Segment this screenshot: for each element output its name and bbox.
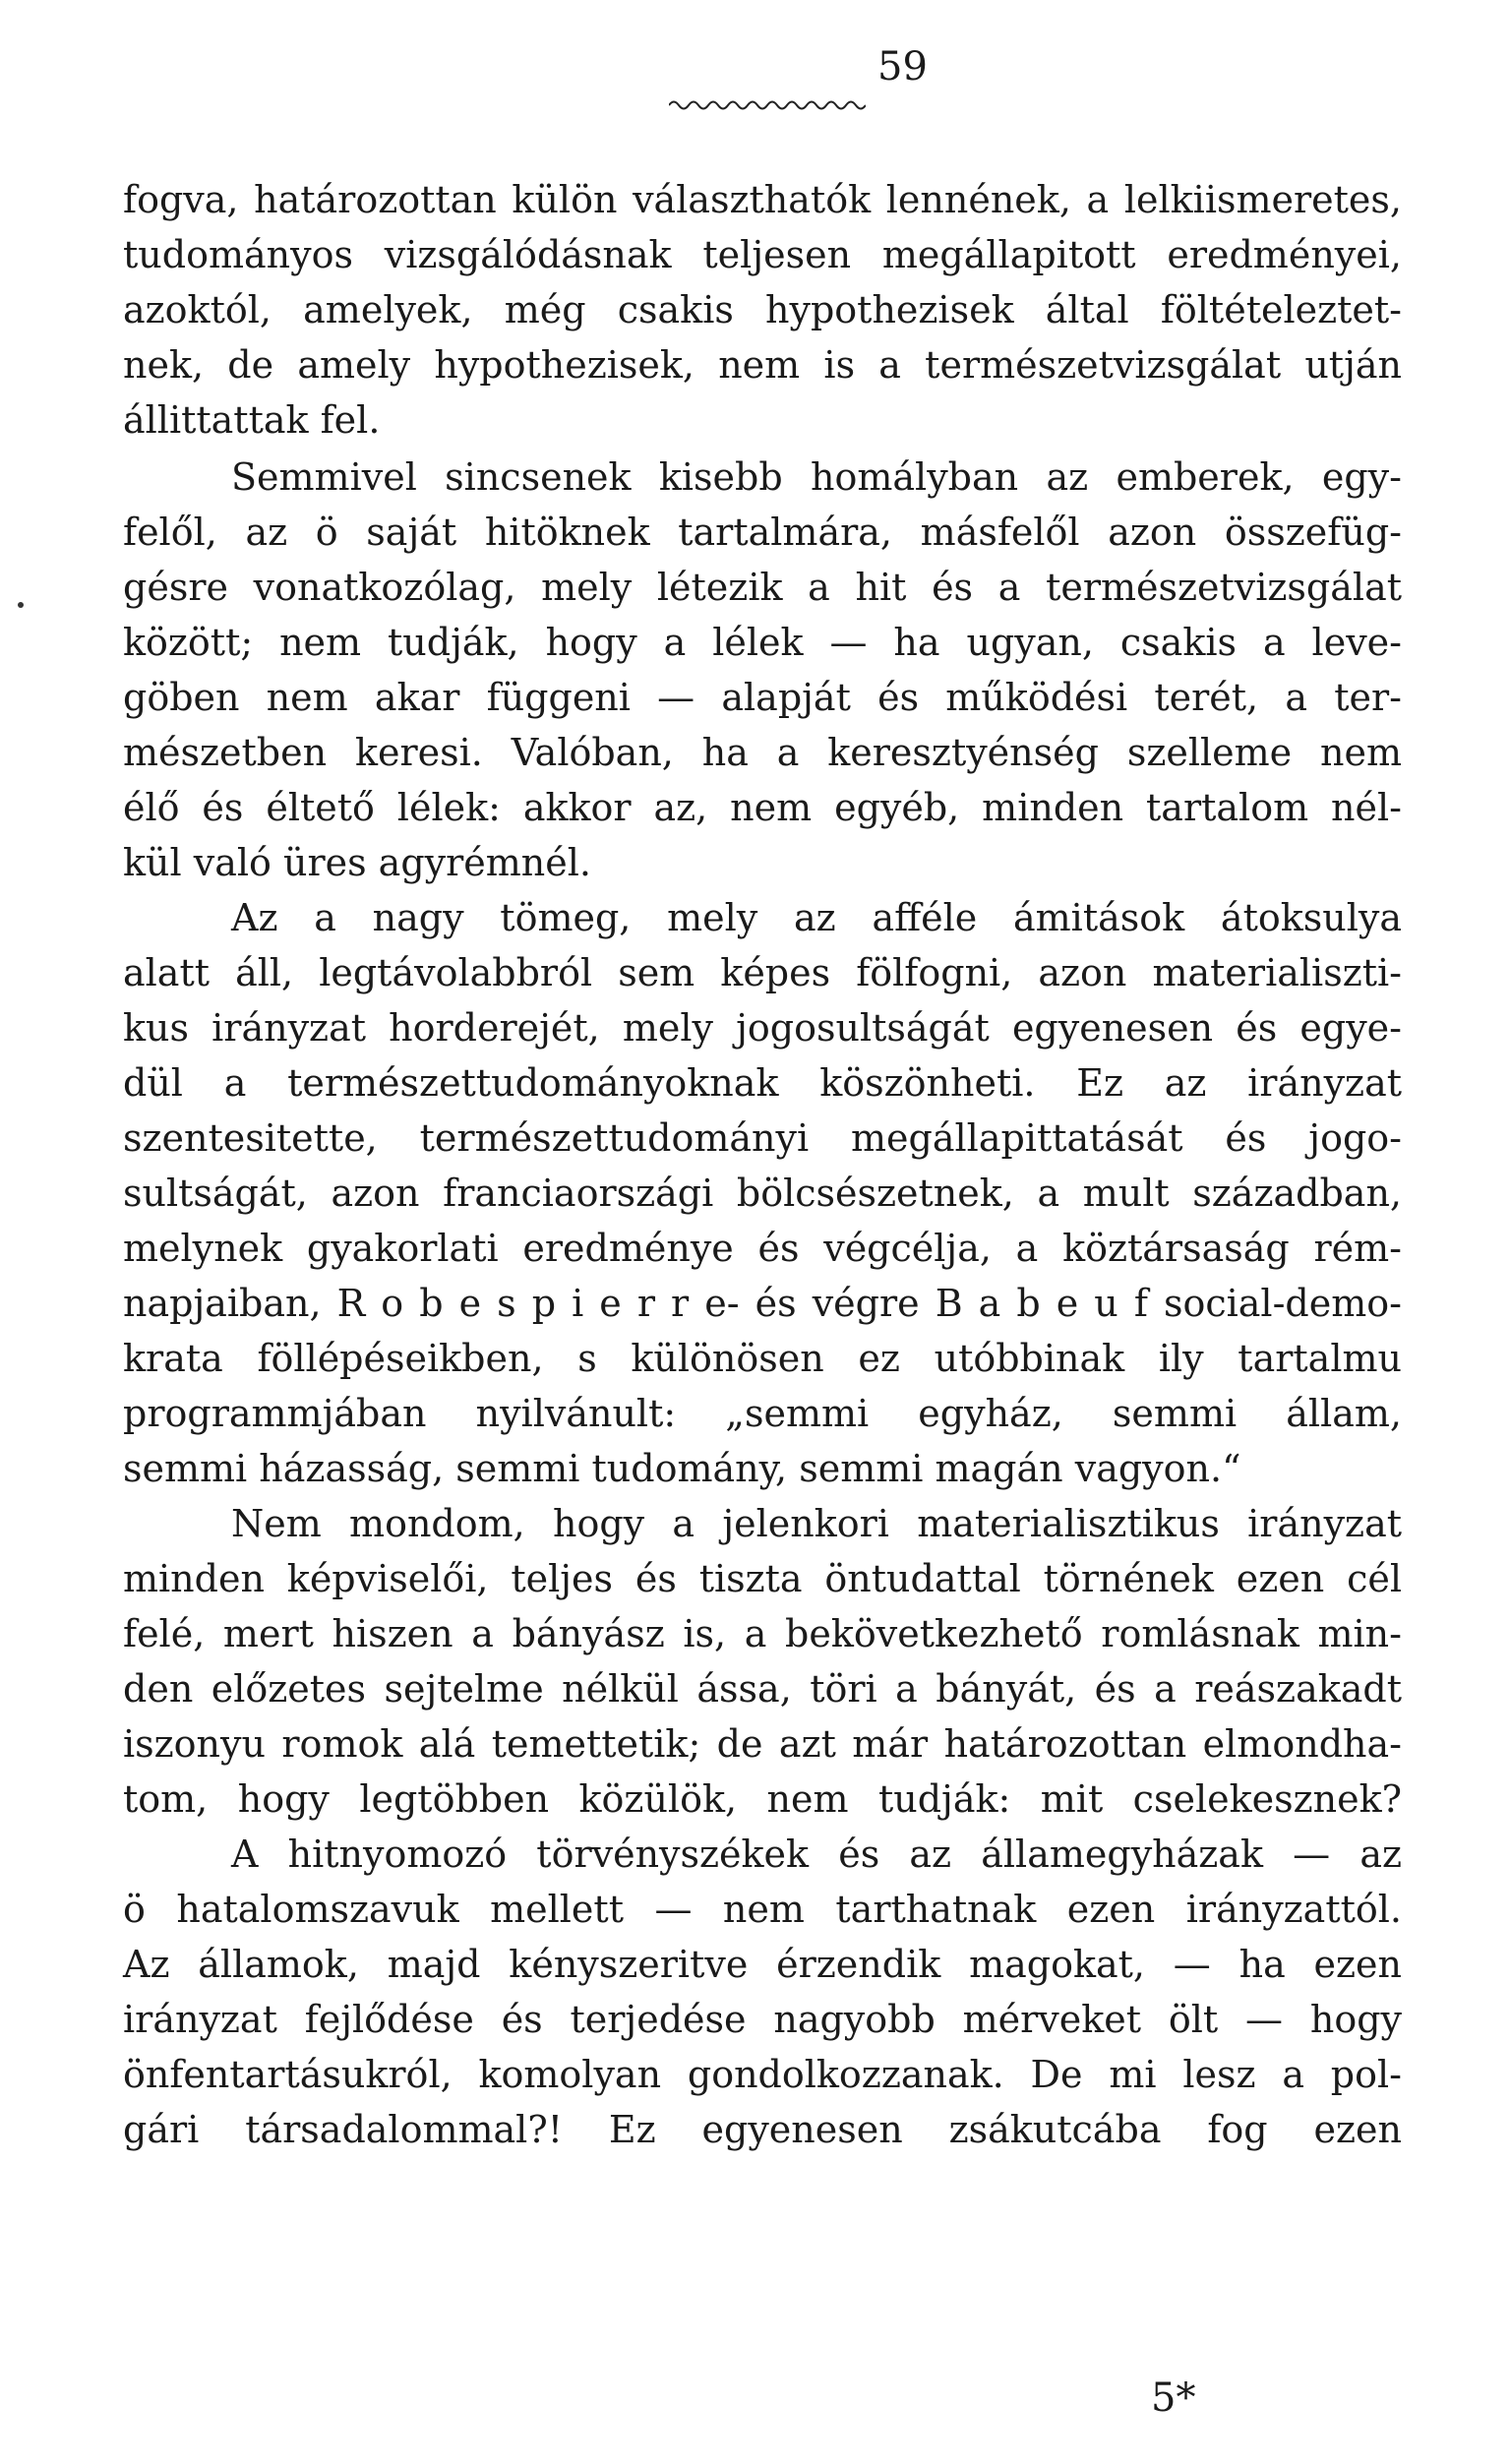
text-line: Nem mondom, hogy a jelenkori materialisztikus irányzat bbox=[231, 1502, 1402, 1545]
text-line: alatt áll, legtávolabbról sem képes fölfogni, azon materialiszti- bbox=[123, 951, 1402, 994]
text-line: programmjában nyilvánult: „semmi egyház, semmi állam, bbox=[123, 1392, 1402, 1435]
text-line: kus irányzat horderejét, mely jogosultságát egyenesen és egye- bbox=[123, 1006, 1402, 1050]
text-line: iszonyu romok alá temettetik; de azt már határozottan elmondha- bbox=[123, 1722, 1402, 1766]
text-line: gári társadalommal?! Ez egyenesen zsákutcába fog ezen bbox=[123, 2108, 1402, 2151]
text-line: Az államok, majd kényszeritve érzendik magokat, — ha ezen bbox=[123, 1943, 1402, 1986]
text-line: A hitnyomozó törvényszékek és az államegyházak — az bbox=[231, 1833, 1402, 1876]
text-line: fogva, határozottan külön választhatók lennének, a lelkiismeretes, bbox=[123, 178, 1402, 221]
text-line: önfentartásukról, komolyan gondolkozzanak. De mi lesz a pol- bbox=[123, 2053, 1402, 2096]
text-line: élő és éltető lélek: akkor az, nem egyéb, minden tartalom nél- bbox=[123, 786, 1402, 829]
text-line: sultságát, azon franciaországi bölcsészetnek, a mult században, bbox=[123, 1172, 1402, 1215]
text-line: den előzetes sejtelme nélkül ássa, töri a bányát, és a reászakadt bbox=[123, 1667, 1402, 1711]
text-line: állittattak fel. bbox=[123, 398, 381, 442]
text-line: Semmivel sincsenek kisebb homályban az emberek, egy- bbox=[231, 455, 1402, 499]
page-number-ornament bbox=[669, 98, 866, 112]
text-line: Az a nagy tömeg, mely az afféle ámitások átoksulya bbox=[231, 896, 1402, 939]
text-line: gésre vonatkozólag, mely létezik a hit és a természetvizsgálat bbox=[123, 566, 1402, 609]
text-line: krata föllépéseikben, s különösen ez utóbbinak ily tartalmu bbox=[123, 1337, 1402, 1380]
text-line: napjaiban, R o b e s p i e r r e- és végre B a b e u f social-demo- bbox=[123, 1282, 1402, 1325]
text-line: azoktól, amelyek, még csakis hypothezisek által föltételeztet- bbox=[123, 288, 1402, 331]
text-line: melynek gyakorlati eredménye és végcélja, a köztársaság rém- bbox=[123, 1227, 1402, 1270]
text-line: felől, az ö saját hitöknek tartalmára, másfelől azon összefüg- bbox=[123, 511, 1402, 554]
page-number: 59 bbox=[877, 44, 928, 90]
text-line: tom, hogy legtöbben közülök, nem tudják: mit cselekesznek? bbox=[123, 1777, 1402, 1821]
text-line: dül a természettudományoknak köszönheti. Ez az irányzat bbox=[123, 1061, 1402, 1105]
text-line: ö hatalomszavuk mellett — nem tarthatnak ezen irányzattól. bbox=[123, 1888, 1402, 1931]
signature-mark: 5* bbox=[1151, 2375, 1196, 2421]
text-line: között; nem tudják, hogy a lélek — ha ugyan, csakis a leve- bbox=[123, 621, 1402, 664]
margin-mark bbox=[18, 602, 24, 608]
text-line: minden képviselői, teljes és tiszta öntudattal törnének ezen cél bbox=[123, 1557, 1402, 1600]
text-line: tudományos vizsgálódásnak teljesen megállapitott eredményei, bbox=[123, 233, 1402, 276]
text-line: szentesitette, természettudományi megállapittatását és jogo- bbox=[123, 1116, 1402, 1160]
text-line: göben nem akar függeni — alapját és működési terét, a ter- bbox=[123, 676, 1402, 719]
text-line: felé, mert hiszen a bányász is, a bekövetkezhető romlásnak min- bbox=[123, 1612, 1402, 1655]
text-line: nek, de amely hypothezisek, nem is a természetvizsgálat utján bbox=[123, 343, 1402, 387]
text-line: semmi házasság, semmi tudomány, semmi magán vagyon.“ bbox=[123, 1447, 1241, 1490]
text-line: irányzat fejlődése és terjedése nagyobb mérveket ölt — hogy bbox=[123, 1998, 1402, 2041]
text-line: mészetben keresi. Valóban, ha a keresztyénség szelleme nem bbox=[123, 731, 1402, 774]
text-line: kül való üres agyrémnél. bbox=[123, 841, 592, 884]
